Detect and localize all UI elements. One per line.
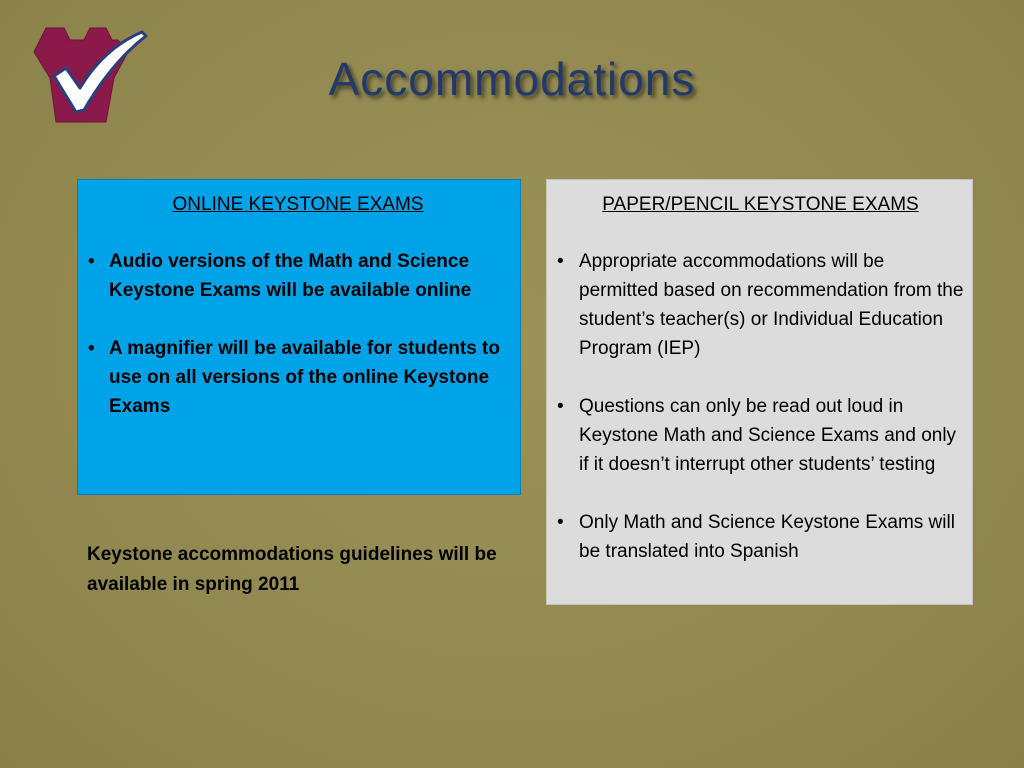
keystone-logo-graphic	[30, 26, 152, 126]
list-item	[557, 392, 964, 479]
bullet-icon: •	[88, 251, 95, 272]
keystone-checkmark-icon	[30, 26, 152, 126]
list-item-text: A magnifier will be available for students to use on all versions of the online Keystone Exams	[109, 338, 500, 417]
list-item-text: Only Math and Science Keystone Exams will be translated into Spanish	[579, 512, 955, 562]
list-item	[88, 247, 508, 305]
bullet-icon: •	[557, 251, 564, 272]
list-item	[557, 247, 964, 363]
list-item-text: Questions can only be read out loud in Keystone Math and Science Exams and only if it doesn’t interrupt other students’ testing	[579, 396, 957, 475]
online-exams-panel	[77, 179, 521, 495]
list-item-text: Appropriate accommodations will be permitted based on recommendation from the student’s teacher(s) or Individual Education Program (IEP)	[579, 251, 964, 359]
online-exams-list	[88, 247, 508, 421]
list-item	[557, 508, 964, 566]
paper-pencil-exams-heading: PAPER/PENCIL KEYSTONE EXAMS	[602, 194, 919, 215]
paper-pencil-exams-list	[557, 247, 964, 566]
bullet-icon: •	[88, 338, 95, 359]
bullet-icon: •	[557, 396, 564, 417]
list-item-text: Audio versions of the Math and Science Keystone Exams will be available online	[109, 251, 472, 301]
bullet-icon: •	[557, 512, 564, 533]
slide-title: Accommodations	[328, 53, 696, 105]
list-item	[88, 334, 508, 421]
guidelines-note: Keystone accommodations guidelines will be available in spring 2011	[87, 544, 497, 595]
online-exams-heading: ONLINE KEYSTONE EXAMS	[172, 194, 424, 215]
paper-pencil-exams-panel	[546, 179, 973, 605]
